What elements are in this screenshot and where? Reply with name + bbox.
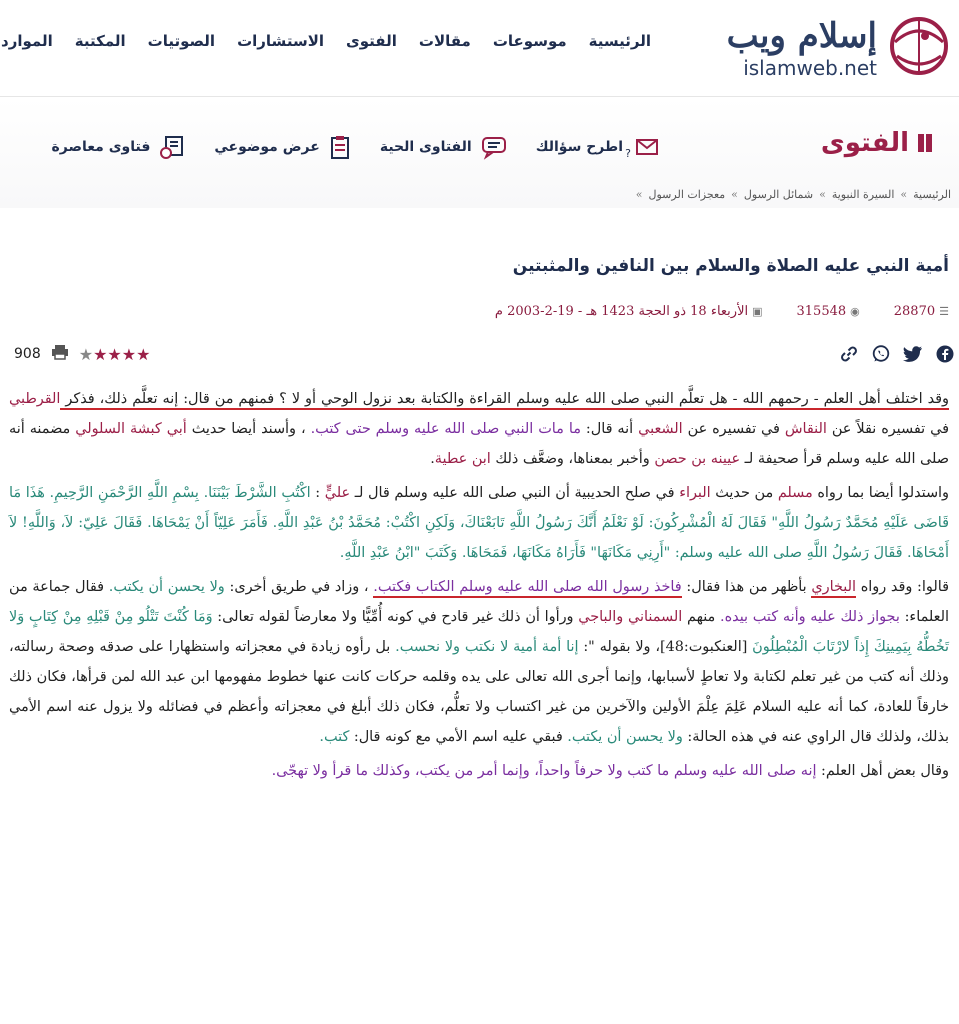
facebook-icon[interactable] xyxy=(935,344,955,364)
fatwa-book-icon xyxy=(915,131,939,155)
article-toolbar xyxy=(0,344,959,368)
nav-library[interactable]: المكتبة xyxy=(74,32,126,50)
chat-icon xyxy=(480,135,508,159)
breadcrumb-separator: » xyxy=(900,188,908,201)
eye-icon: ◉ xyxy=(850,305,860,318)
star-icon[interactable]: ★ xyxy=(93,344,108,364)
ask-question-button[interactable]: ? اطرح سؤالك xyxy=(536,134,659,160)
logo-mark-icon xyxy=(885,12,949,78)
fatwa-subbar xyxy=(0,98,959,208)
nav-articles[interactable]: مقالات xyxy=(418,32,471,50)
fatwa-title-text: الفتوى xyxy=(820,128,909,158)
share-buttons xyxy=(839,344,955,364)
twitter-icon[interactable] xyxy=(903,344,923,364)
site-logo[interactable] xyxy=(679,10,949,82)
nav-home[interactable]: الرئيسية xyxy=(588,32,651,50)
share-icon[interactable] xyxy=(839,344,859,364)
breadcrumb-miracles[interactable]: معجزات الرسول xyxy=(648,188,726,201)
breadcrumb-shamail[interactable]: شمائل الرسول xyxy=(743,188,814,201)
fatwa-actions xyxy=(51,134,659,160)
breadcrumb-separator: » xyxy=(731,188,738,201)
paragraph-1: وقد اختلف أهل العلم - رحمهم الله - هل تعلَّم النبي صلى الله عليه وسلم القراءة والكتابة بعد نزول الوحي أو لا ؟ فمنهم من قال: إنه تعلَّم ذلك، فذكر القرطبي في تفسيره نقلاً عن النقاش في تفسيره عن الشعبي أنه قال: ما مات النبي صلى الله عليه وسلم حتى كتب. ، وأسند أيضا حديث أبي كبشة السلولي مضمنه أنه صلى الله عليه وسلم قرأ صحيفة لـ عيينه بن حصن وأخبر بمعناها، وضعَّف ذلك ابن عطية. xyxy=(9,391,949,467)
publish-date: ▣ الأربعاء 18 ذو الحجة 1423 هـ - 19-2-2003 م xyxy=(494,304,763,319)
paragraph-4: وقال بعض أهل العلم: إنه صلى الله عليه وسلم ما كتب ولا حرفاً واحداً، وإنما أمر من يكتب، وكذلك ما قرأ ولا تهجّى. xyxy=(271,763,949,779)
logo-text-ar: إسلام ويب xyxy=(726,16,877,56)
print-count: 908 xyxy=(14,346,41,362)
document-clock-icon xyxy=(158,134,186,160)
list-icon: ☰ xyxy=(939,305,949,318)
nav-encyclopedias[interactable]: موسوعات xyxy=(492,32,567,50)
breadcrumb-separator: » xyxy=(819,188,826,201)
rating-area xyxy=(14,344,150,364)
star-icon[interactable]: ★ xyxy=(121,344,137,364)
print-icon[interactable] xyxy=(51,344,69,364)
nav-resources[interactable]: الموارد xyxy=(1,32,53,50)
top-navbar xyxy=(0,0,959,97)
topical-view-button[interactable]: عرض موضوعي xyxy=(214,134,351,160)
live-fatwa-button[interactable]: الفتاوى الحية xyxy=(380,134,508,160)
paragraph-2: واستدلوا أيضا بما رواه مسلم من حديث البراء في صلح الحديبية أن النبي صلى الله عليه وسلم قال لـ عليٍّ : اكْتُبِ الشَّرْطَ بَيْنَنَا. بِسْمِ اللَّهِ الرَّحْمَنِ الرَّحِيمِ. هَذَا مَا قَاضَى عَلَيْهِ مُحَمَّدٌ رَسُولُ اللَّهِ" فَقَالَ لَهُ الْمُشْرِكُونَ: لَوْ نَعْلَمُ أَنَّكَ رَسُولُ اللَّهِ تَابَعْنَاكَ، وَلَكِنِ اكْتُبْ: مُحَمَّدُ بْنُ عَبْدِ اللَّهِ. فَأَمَرَ عَلِيّاً أَنْ يَمْحَاهَا. فَقَالَ عَلِيّ: لاَ، وَاللَّهِ! لاَ أَمْحَاهَا. فَقَالَ رَسُولُ اللَّهِ صلى الله عليه وسلم: "أَرِنِي مَكَانَهَا" فَأَرَاهُ مَكَانَهَا، فَمَحَاهَا. وَكَتَبَ "ابْنُ عَبْدِ اللَّهِ. xyxy=(9,485,950,561)
fatwa-body xyxy=(9,384,949,790)
contemporary-fatwa-button[interactable]: فتاوى معاصرة xyxy=(51,134,186,160)
view-count: ◉ 315548 xyxy=(796,304,860,319)
rating-stars[interactable] xyxy=(79,345,151,364)
breadcrumb-separator: » xyxy=(635,188,643,201)
main-nav xyxy=(1,32,651,50)
fatwa-section-title[interactable] xyxy=(821,128,939,158)
paragraph-3: قالوا: وقد رواه البخاري بأظهر من هذا فقال: فاخذ رسول الله صلى الله عليه وسلم الكتاب فكتب. ، وزاد في طريق أخرى: ولا يحسن أن يكتب. فقال جماعة من العلماء: بجواز ذلك عليه وأنه كتب بيده. منهم السمناني والباجي ورأوا أن ذلك غير قادح في كونه أُمِّيًّا ولا معارضاً لقوله تعالى: وَمَا كُنْتَ تَتْلُو مِنْ قَبْلِهِ مِنْ كِتَابٍ وَلا تَخُطُّهُ بِيَمِينِكَ إِذاً لارْتَابَ الْمُبْطِلُونَ [العنكبوت:48]، ولا بقوله ": إنا أمة أمية لا نكتب ولا نحسب. بل رأوه زيادة في معجزاته واستظهارا على صدقه وصحة رسالته، وذلك أنه كتب من غير تعلم لكتابة ولا تعاطٍ لأسبابها، وإنما أجرى الله تعالى على يده وقلمه حركات كانت عنها خطوط مفهومها ابن عبد الله لمن قرأها، فكان ذلك خارقاً للعادة، كما أنه عليه السلام عَلِمَ عِلْمَ الأولين والآخرين من غير اكتساب ولا تعلُّم، فكان ذلك أبلغ في معجزاته وأعظم في فضائله ولا يزول عنه اسم الأمي بذلك، ولذلك قال الراوي عنه في هذه الحالة: ولا يحسن أن يكتب. فبقي عليه اسم الأمي مع كونه قال: كتب. xyxy=(9,579,949,745)
calendar-icon: ▣ xyxy=(752,305,763,318)
nav-consultations[interactable]: الاستشارات xyxy=(237,32,325,50)
breadcrumb xyxy=(636,188,951,201)
star-icon[interactable]: ★ xyxy=(136,344,151,364)
whatsapp-icon[interactable] xyxy=(871,344,891,364)
logo-text-en: islamweb.net xyxy=(743,56,877,80)
svg-text:?: ? xyxy=(625,147,631,160)
fatwa-number: ☰ 28870 xyxy=(893,304,949,319)
nav-audio[interactable]: الصوتيات xyxy=(147,32,216,50)
star-icon[interactable]: ★ xyxy=(78,344,94,364)
envelope-question-icon xyxy=(625,135,659,160)
article-title: أمية النبي عليه الصلاة والسلام بين النافين والمثبتين xyxy=(512,256,949,276)
nav-fatwa[interactable]: الفتوى xyxy=(346,32,397,50)
breadcrumb-seerah[interactable]: السيرة النبوية xyxy=(831,188,895,201)
article-meta xyxy=(495,304,949,319)
breadcrumb-home[interactable]: الرئيسية xyxy=(913,188,951,201)
clipboard-icon xyxy=(328,134,352,160)
star-icon[interactable]: ★ xyxy=(107,344,122,364)
